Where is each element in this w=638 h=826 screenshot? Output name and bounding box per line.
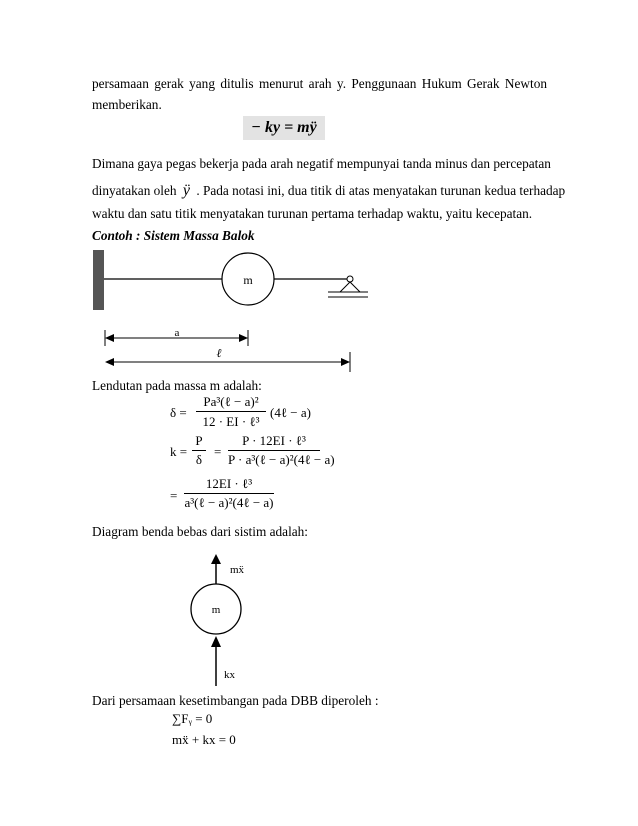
equals-sign: = — [214, 444, 222, 459]
section-intro: Lendutan pada massa m adalah: — [92, 378, 262, 393]
arrow-head — [239, 334, 248, 342]
delta-denominator: 12 · EI · ℓ³ — [202, 414, 260, 429]
dimension-a-label: a — [174, 327, 180, 339]
k-denominator-3: a³(ℓ − a)²(4ℓ − a) — [184, 495, 274, 510]
equation-of-motion: mẍ + kx = 0 — [172, 732, 236, 747]
support-triangle — [340, 282, 360, 292]
paragraph-line: memberikan. — [92, 97, 162, 112]
k-numerator-2: P · 12EI · ℓ³ — [242, 433, 306, 448]
newton-equation: − ky = mÿ — [243, 116, 325, 140]
arrow-head — [341, 358, 350, 366]
k-lhs: k = — [170, 444, 188, 459]
fixed-wall — [93, 250, 104, 310]
arrow-head — [105, 358, 114, 366]
mass-label: m — [211, 604, 221, 616]
text-fragment: dinyatakan oleh — [92, 183, 177, 198]
y-double-dot-symbol: ÿ — [182, 182, 190, 199]
k-denominator-1: δ — [195, 452, 203, 467]
delta-numerator: Pa³(ℓ − a)² — [203, 394, 259, 409]
dimension-l-label: ℓ — [216, 346, 222, 360]
sum-forces-equation: ∑Fᵧ = 0 — [172, 711, 213, 726]
inertia-force-label: mẍ — [230, 564, 245, 576]
fraction-bar — [192, 450, 206, 451]
delta-lhs: δ = — [170, 405, 187, 420]
k-numerator-3: 12EI · ℓ³ — [205, 476, 253, 491]
section-intro: Diagram benda bebas dari sistim adalah: — [92, 524, 309, 539]
fraction-bar — [196, 411, 266, 412]
arrow-head — [211, 554, 221, 564]
mass-label: m — [243, 273, 253, 287]
fraction-bar — [184, 493, 274, 494]
paragraph-line: waktu dan satu titik menyatakan turunan pertama terhadap waktu, yaitu kecepatan. — [92, 206, 533, 221]
paragraph-line — [92, 182, 565, 200]
beam-diagram — [88, 244, 388, 379]
delta-factor: (4ℓ − a) — [270, 405, 311, 420]
pin-support — [347, 276, 353, 282]
k-numerator-1: P — [195, 433, 203, 448]
fraction-bar — [228, 450, 320, 451]
paragraph-line: persamaan gerak yang ditulis menurut arah y. Penggunaan Hukum Gerak Newton — [92, 76, 547, 91]
text-fragment: . Pada notasi ini, dua titik di atas menyatakan turunan kedua terhadap — [196, 183, 566, 198]
example-title: Contoh : Sistem Massa Balok — [92, 228, 255, 243]
spring-force-label: kx — [224, 669, 235, 681]
free-body-diagram — [180, 550, 290, 690]
paragraph-line: Dimana gaya pegas bekerja pada arah negatif mempunyai tanda minus dan percepatan — [92, 156, 551, 171]
equals-sign: = — [170, 488, 178, 503]
arrow-head — [211, 636, 221, 647]
k-denominator-2: P · a³(ℓ − a)²(4ℓ − a) — [228, 452, 335, 467]
section-intro: Dari persamaan kesetimbangan pada DBB diperoleh : — [92, 693, 379, 708]
arrow-head — [105, 334, 114, 342]
